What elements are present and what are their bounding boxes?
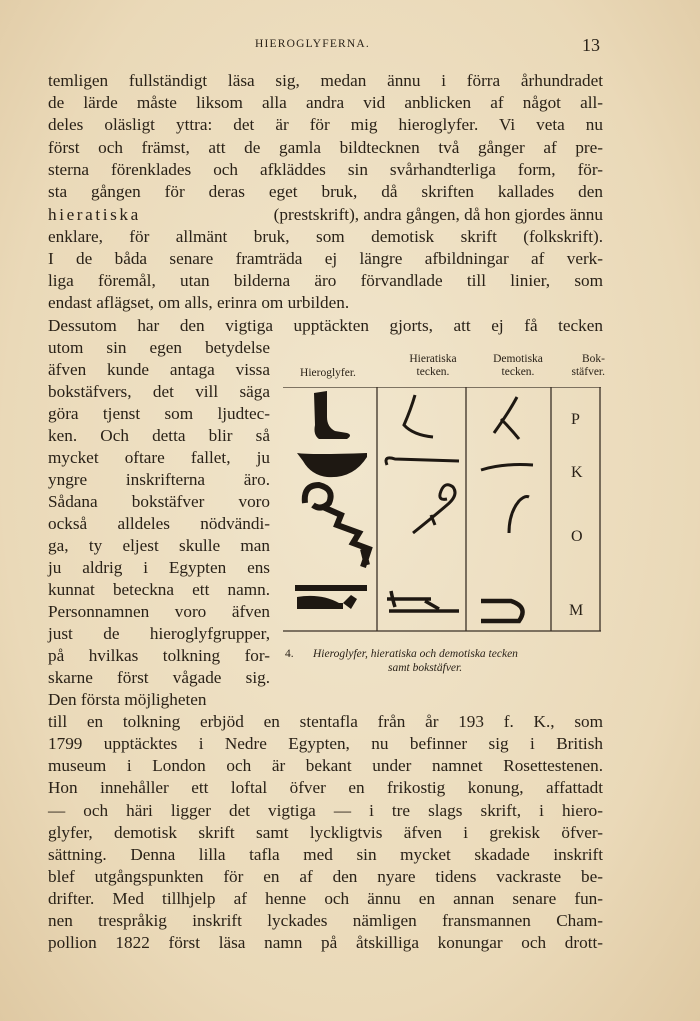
text-line: blef utgångspunkten för en af den nyare tidens vackraste be- <box>48 867 603 886</box>
hieroglyph-m-icon <box>295 585 367 609</box>
figure-caption-line1: Hieroglyfer, hieratiska och demotiska tecken <box>313 648 518 660</box>
text-line: temligen fullständigt läsa sig, medan ännu i förra århundradet <box>48 71 603 90</box>
text-line: på hvilkas tolkning for- <box>48 646 270 665</box>
text-line: — och häri ligger det vigtiga — i tre slags skrift, i hiero- <box>48 801 603 820</box>
text-line: museum i London och är bekant under namnet Rosettestenen. <box>48 756 603 775</box>
figure-number: 4. <box>285 648 294 660</box>
column-header-letters <box>553 353 605 379</box>
text-line: sta gången för deras eget bruk, då skriften kallades den <box>48 182 603 201</box>
column-header-demotic-line1: Demotiska <box>493 353 543 365</box>
column-header-demotic-line2: tecken. <box>501 366 535 378</box>
text-line: Personnamnen voro äfven <box>48 602 270 621</box>
text-line: ju aldrig i Egypten ens <box>48 558 270 577</box>
text-fragment: (prestskrift), andra gången, då hon gjordes ännu <box>273 205 603 224</box>
text-line: skarne först vågade sig. <box>48 668 270 687</box>
text-line: sättning. Denna lilla tafla med sin mycket skadade inskrift <box>48 845 603 864</box>
demotic-m-icon <box>481 601 523 621</box>
demotic-p-icon <box>494 397 519 439</box>
text-line: nen trespråkig inskrift lyckades nämligen fransmannen Cham- <box>48 911 603 930</box>
hieratic-p-icon <box>404 395 433 437</box>
text-line: också alldeles nödvändi- <box>48 514 270 533</box>
running-title: HIEROGLYFERNA. <box>255 38 370 50</box>
column-header-hieratic <box>383 353 483 379</box>
column-header-demotic <box>473 353 563 379</box>
text-line: just de hieroglyfgrupper, <box>48 624 270 643</box>
text-line: kunnat beteckna ett namn. <box>48 580 270 599</box>
column-header-hieratic-line2: tecken. <box>416 366 450 378</box>
text-line: yngre inskrifterna äro. <box>48 470 270 489</box>
hieroglyph-cord-icon <box>305 485 369 567</box>
column-header-letters-line2: stäfver. <box>571 366 605 378</box>
text-line: Sådana bokstäfver voro <box>48 492 270 511</box>
text-line: pollion 1822 först läsa namn på åtskilliga konungar och drott- <box>48 933 603 952</box>
text-line: de lärde måste liksom alla andra vid anblicken af något all- <box>48 93 603 112</box>
page-number: 13 <box>582 35 600 55</box>
text-line: till en tolkning erbjöd en stentafla från år 193 f. K., som <box>48 712 603 731</box>
text-line: I de båda senare framträda ej längre afbildningar af verk- <box>48 249 603 268</box>
hieroglyph-foot-icon <box>314 391 350 439</box>
column-header-letters-line1: Bok- <box>582 353 605 365</box>
text-line: först och främst, att de gamla bildtecknen två gånger af pre- <box>48 138 603 157</box>
letter-k: K <box>571 464 583 481</box>
text-line: 1799 upptäcktes i Nedre Egypten, nu befinner sig i British <box>48 734 603 753</box>
text-line: mycket oftare fallet, ju <box>48 448 270 467</box>
figure-caption-line2: samt bokstäfver. <box>388 662 463 674</box>
demotic-o-icon <box>509 497 529 534</box>
letter-p: P <box>571 411 580 428</box>
hieratic-k-icon <box>386 458 459 465</box>
text-line: ken. Och detta blir så <box>48 426 270 445</box>
column-header-hieroglyphs: Hieroglyfer. <box>300 367 356 379</box>
text-line: endast aflägset, om alls, erinra om urbilden. <box>48 293 350 312</box>
term-hieratic: hieratiska <box>48 205 141 224</box>
text-line: ga, ty eljest skulle man <box>48 536 270 555</box>
column-header-hieratic-line1: Hieratiska <box>409 353 457 365</box>
text-line: Den första möjligheten <box>48 690 207 709</box>
text-line: enklare, för allmänt bruk, som demotisk skrift (folkskrift). <box>48 227 603 246</box>
text-line: deles oläsligt yttra: det är för mig hieroglyfer. Vi veta nu <box>48 115 603 134</box>
text-line-hieratic <box>48 204 603 226</box>
figure-table <box>283 387 601 632</box>
hieratic-o-icon <box>413 485 455 533</box>
text-line: liga föremål, utan bilderna äro förvandlade till linier, som <box>48 271 603 290</box>
text-line: glyfer, demotisk skrift samt lyckligtvis äfven i grekisk öfver- <box>48 823 603 842</box>
text-line: utom sin egen betydelse <box>48 338 270 357</box>
letter-m: M <box>569 602 584 619</box>
text-line: bokstäfvers, det vill säga <box>48 382 270 401</box>
hieroglyph-figure <box>283 352 603 674</box>
text-line: sterna förenklades och afkläddes sin svårhandterliga form, för- <box>48 160 603 179</box>
text-line: Dessutom har den vigtiga upptäckten gjorts, att ej få tecken <box>48 316 603 335</box>
letter-o: O <box>571 528 583 545</box>
text-line: göra tjenst som ljudtec- <box>48 404 270 423</box>
hieroglyph-basket-icon <box>297 453 367 477</box>
hieratic-m-icon <box>387 591 459 611</box>
text-line: äfven kunde antaga vissa <box>48 360 270 379</box>
text-line: Hon innehåller ett loftal öfver en frikostig konung, affattadt <box>48 778 603 797</box>
demotic-k-icon <box>481 465 533 470</box>
text-line: drifter. Med tillhjelp af henne och ännu en annan senare fun- <box>48 889 603 908</box>
